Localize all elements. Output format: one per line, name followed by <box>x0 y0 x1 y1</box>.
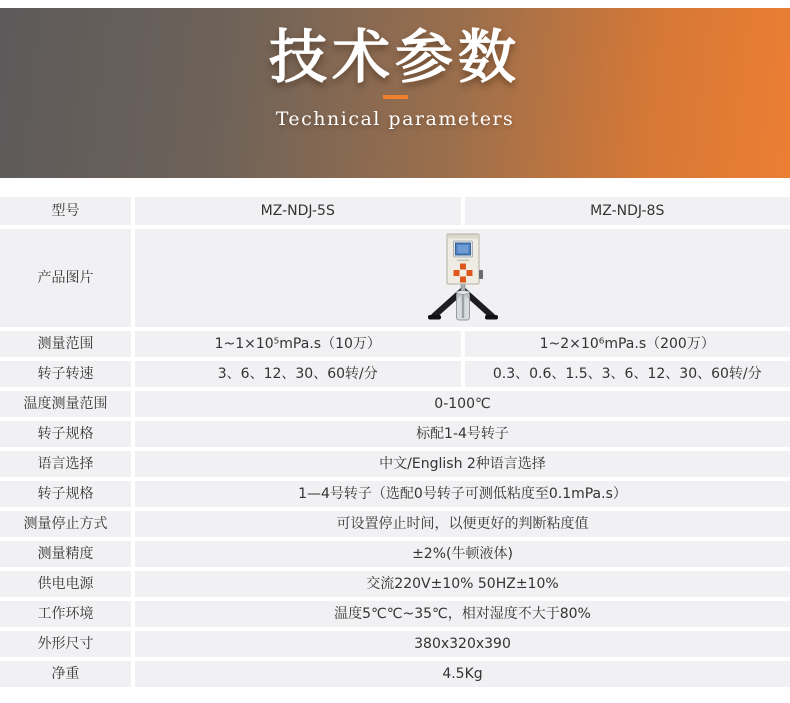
table-row-dimensions <box>0 631 790 657</box>
row-label: 供电电源 <box>0 571 131 597</box>
table-row-product-image <box>0 229 790 327</box>
viscometer-product-image <box>419 232 507 324</box>
table-row-rotor-spec-2 <box>0 481 790 507</box>
row-label: 型号 <box>0 197 131 225</box>
product-image-cell <box>135 229 790 327</box>
row-label: 转子规格 <box>0 481 131 507</box>
row-value: 0-100℃ <box>135 391 790 417</box>
table-row-net-weight <box>0 661 790 687</box>
table-row-temp-range <box>0 391 790 417</box>
header-banner <box>0 8 790 178</box>
row-label: 工作环境 <box>0 601 131 627</box>
table-row-stop-mode <box>0 511 790 537</box>
row-label: 语言选择 <box>0 451 131 477</box>
row-value: 380x320x390 <box>135 631 790 657</box>
table-row-rotor-spec <box>0 421 790 447</box>
row-value: ±2%(牛顿液体) <box>135 541 790 567</box>
row-value: 可设置停止时间，以便更好的判断粘度值 <box>135 511 790 537</box>
row-value: 1—4号转子（选配0号转子可测低粘度至0.1mPa.s） <box>135 481 790 507</box>
table-row-accuracy <box>0 541 790 567</box>
title-accent-dash <box>383 95 408 99</box>
page-title: 技术参数 <box>269 28 521 86</box>
row-value: 交流220V±10% 50HZ±10% <box>135 571 790 597</box>
row-value: 中文/English 2种语言选择 <box>135 451 790 477</box>
row-label: 净重 <box>0 661 131 687</box>
page-subtitle: Technical parameters <box>276 108 515 130</box>
row-label: 转子转速 <box>0 361 131 387</box>
row-value: 标配1-4号转子 <box>135 421 790 447</box>
row-value: 4.5Kg <box>135 661 790 687</box>
table-row-speed <box>0 361 790 387</box>
row-label: 测量停止方式 <box>0 511 131 537</box>
table-row-range <box>0 331 790 357</box>
speed-8s-cell: 0.3、0.6、1.5、3、6、12、30、60转/分 <box>465 361 790 387</box>
row-label: 外形尺寸 <box>0 631 131 657</box>
table-row-model <box>0 197 790 225</box>
row-label: 测量精度 <box>0 541 131 567</box>
row-value: 温度5℃℃~35℃，相对湿度不大于80% <box>135 601 790 627</box>
table-row-language <box>0 451 790 477</box>
table-row-power <box>0 571 790 597</box>
speed-5s-cell: 3、6、12、30、60转/分 <box>135 361 461 387</box>
table-row-environment <box>0 601 790 627</box>
model-5s-cell: MZ-NDJ-5S <box>135 197 461 225</box>
spec-table <box>0 197 790 687</box>
range-5s-cell: 1~1×10⁵mPa.s（10万） <box>135 331 461 357</box>
row-label: 转子规格 <box>0 421 131 447</box>
range-8s-cell: 1~2×10⁶mPa.s（200万） <box>465 331 790 357</box>
model-8s-cell: MZ-NDJ-8S <box>465 197 790 225</box>
row-label: 温度测量范围 <box>0 391 131 417</box>
row-label: 测量范围 <box>0 331 131 357</box>
row-label: 产品图片 <box>0 229 131 327</box>
